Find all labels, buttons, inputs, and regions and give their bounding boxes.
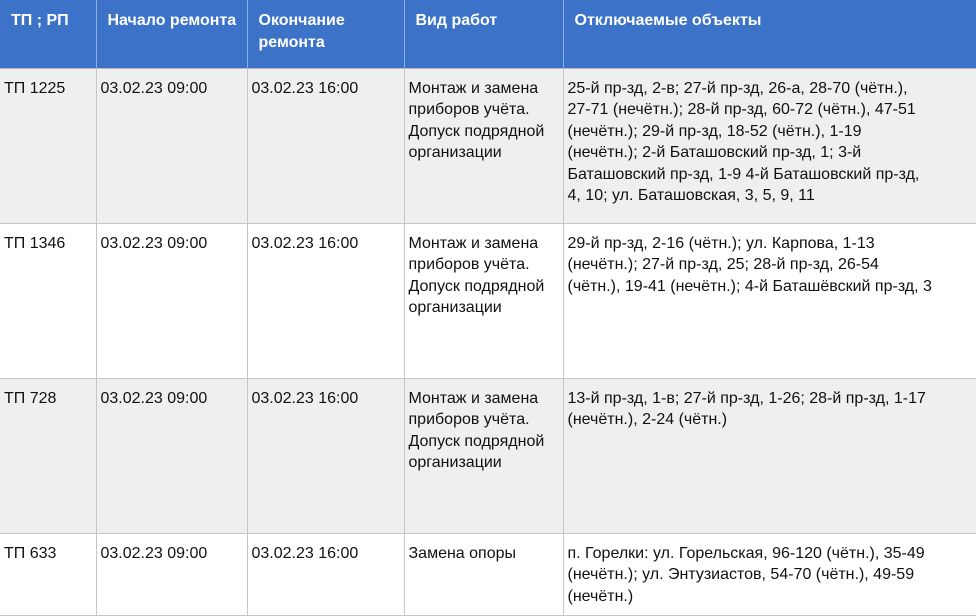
objects-line: (нечётн.); ул. Энтузиастов, 54-70 (чётн.), 49-59 (567, 566, 915, 583)
cell-tp: ТП 1346 (0, 223, 96, 378)
objects-line: Баташовский пр-зд, 1-9 4-й Баташовский пр-зд, (567, 165, 920, 183)
cell-objects (563, 378, 976, 533)
objects-line: 29-й пр-зд, 2-16 (чётн.); ул. Карпова, 1-13 (567, 234, 875, 252)
table-row (0, 533, 976, 615)
cell-work: Замена опоры (404, 533, 563, 615)
cell-objects (563, 223, 976, 378)
table-row (0, 378, 976, 533)
header-end: Окончание ремонта (247, 0, 404, 68)
cell-end: 03.02.23 16:00 (247, 223, 404, 378)
objects-line: (нечётн.) (567, 587, 634, 605)
cell-start: 03.02.23 09:00 (96, 68, 247, 223)
cell-work: Монтаж и замена приборов учёта. Допуск подрядной организации (404, 378, 563, 533)
objects-line: (нечётн.); 29-й пр-зд, 18-52 (чётн.), 1-19 (567, 122, 862, 140)
cell-work: Монтаж и замена приборов учёта. Допуск подрядной организации (404, 223, 563, 378)
cell-work: Монтаж и замена приборов учёта. Допуск подрядной организации (404, 68, 563, 223)
cell-end: 03.02.23 16:00 (247, 533, 404, 615)
header-row (0, 0, 976, 68)
objects-line: 4, 10; ул. Баташовская, 3, 5, 9, 11 (567, 187, 815, 204)
cell-end: 03.02.23 16:00 (247, 68, 404, 223)
objects-line: (нечётн.); 27-й пр-зд, 25; 28-й пр-зд, 26-54 (567, 256, 879, 273)
cell-end: 03.02.23 16:00 (247, 378, 404, 533)
objects-line: (нечётн.); 2-й Баташовский пр-зд, 1; 3-й (567, 144, 862, 161)
cell-tp: ТП 1225 (0, 68, 96, 223)
table-row (0, 68, 976, 223)
objects-line: п. Горелки: ул. Горельская, 96-120 (чётн.), 35-49 (567, 544, 925, 562)
cell-tp: ТП 728 (0, 378, 96, 533)
objects-line: 13-й пр-зд, 1-в; 27-й пр-зд, 1-26; 28-й пр-зд, 1-17 (567, 389, 926, 407)
objects-line: 25-й пр-зд, 2-в; 27-й пр-зд, 26-а, 28-70 (чётн.), (567, 79, 908, 97)
table-row (0, 223, 976, 378)
objects-line: 27-71 (нечётн.); 28-й пр-зд, 60-72 (чётн.), 47-51 (567, 101, 916, 118)
cell-start: 03.02.23 09:00 (96, 223, 247, 378)
cell-start: 03.02.23 09:00 (96, 378, 247, 533)
cell-objects (563, 533, 976, 615)
header-tp: ТП ; РП (0, 0, 96, 68)
objects-line: (чётн.), 19-41 (нечётн.); 4-й Баташёвский пр-зд, 3 (567, 277, 932, 295)
header-work: Вид работ (404, 0, 563, 68)
cell-objects (563, 68, 976, 223)
cell-start: 03.02.23 09:00 (96, 533, 247, 615)
header-start: Начало ремонта (96, 0, 247, 68)
cell-tp: ТП 633 (0, 533, 96, 615)
header-objects: Отключаемые объекты (563, 0, 976, 68)
objects-line: (нечётн.), 2-24 (чётн.) (567, 411, 728, 428)
